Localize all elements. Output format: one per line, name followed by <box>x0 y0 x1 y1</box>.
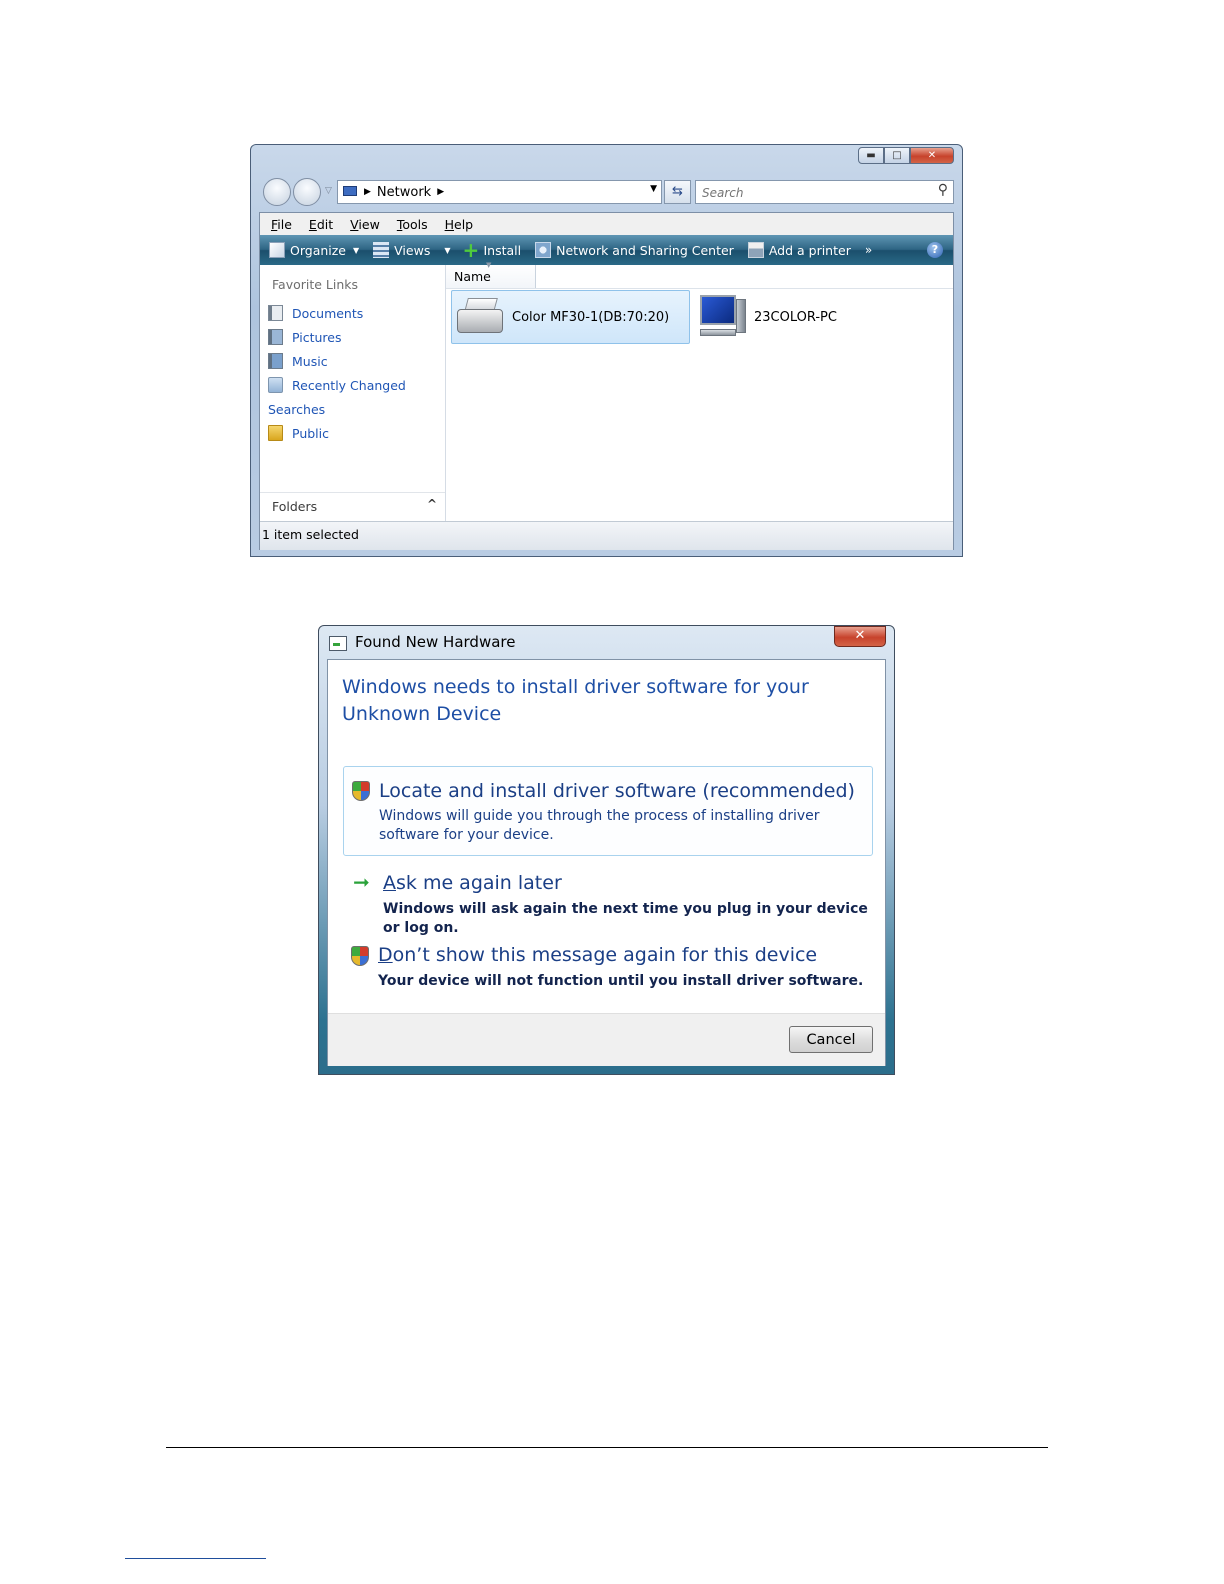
more-commands-icon[interactable]: » <box>864 243 873 257</box>
page-divider <box>166 1447 1048 1448</box>
favorite-link-documents[interactable] <box>268 301 406 325</box>
recent-pages-dropdown-icon[interactable]: ▽ <box>325 186 332 196</box>
dialog-heading: Windows needs to install driver software for your Unknown Device <box>342 676 809 725</box>
install-label: Install <box>483 242 522 258</box>
option-title <box>378 944 817 966</box>
option-title: Locate and install driver software (recommended) <box>379 780 855 802</box>
minimize-icon[interactable]: ▬ <box>858 147 884 164</box>
documents-icon <box>268 305 283 321</box>
option-title-accelerator: A <box>383 872 396 894</box>
network-item-computer[interactable] <box>696 290 866 344</box>
favorite-link-label: Searches <box>268 401 326 417</box>
network-sharing-center-button[interactable] <box>535 242 734 258</box>
explorer-body <box>259 212 954 550</box>
network-item-label: 23COLOR-PC <box>754 309 837 325</box>
add-printer-label: Add a printer <box>768 242 851 258</box>
option-ask-later[interactable] <box>343 860 873 936</box>
folders-toggle[interactable] <box>260 492 445 521</box>
network-center-icon <box>535 242 551 258</box>
option-description: Windows will ask again the next time you plug in your device or log on. <box>383 901 868 936</box>
command-bar <box>260 235 953 265</box>
address-bar[interactable] <box>337 180 662 204</box>
option-title-accelerator: D <box>378 944 393 966</box>
organize-icon <box>269 242 285 258</box>
menu-bar <box>260 213 953 236</box>
pictures-icon <box>268 329 283 345</box>
column-header-label: Name <box>454 269 491 284</box>
back-button[interactable] <box>263 178 291 206</box>
sort-indicator-icon: ▼ <box>486 261 492 269</box>
favorite-link-label: Recently Changed <box>292 377 406 393</box>
chevron-down-icon: ▼ <box>353 245 360 255</box>
organize-button[interactable] <box>269 242 359 258</box>
menu-file[interactable]: File <box>271 216 292 232</box>
shield-icon <box>351 946 369 966</box>
found-new-hardware-dialog <box>318 625 895 1075</box>
chevron-down-icon: ▼ <box>444 245 451 255</box>
favorite-link-music[interactable] <box>268 349 406 373</box>
favorite-link-pictures[interactable] <box>268 325 406 349</box>
favorite-link-label: Pictures <box>292 329 342 345</box>
favorite-links-list <box>268 301 406 445</box>
option-title-text: on’t show this message again for this device <box>392 944 818 966</box>
favorite-link-public[interactable] <box>268 421 406 445</box>
printer-icon <box>454 295 506 339</box>
address-dropdown-icon[interactable]: ▼ <box>650 184 657 194</box>
menu-tools[interactable]: Tools <box>396 216 428 232</box>
green-arrow-icon: ➞ <box>353 870 370 894</box>
forward-button[interactable] <box>293 178 321 206</box>
option-dont-show[interactable] <box>343 932 873 996</box>
views-label: Views <box>394 242 431 258</box>
dialog-body <box>327 659 886 1066</box>
search-input[interactable] <box>700 182 924 204</box>
recently-changed-icon <box>268 377 283 393</box>
status-bar <box>260 521 953 550</box>
favorite-link-label: Music <box>292 353 328 369</box>
option-description: Windows will guide you through the process of installing driver software for your device. <box>379 808 820 843</box>
views-button[interactable] <box>373 242 450 258</box>
dialog-title: Found New Hardware <box>355 633 516 651</box>
music-icon <box>268 353 283 369</box>
footnote-rule <box>125 1558 266 1559</box>
menu-edit[interactable]: Edit <box>308 216 334 232</box>
column-header-name[interactable] <box>446 261 536 289</box>
maximize-icon[interactable]: □ <box>884 147 910 164</box>
menu-help[interactable]: Help <box>444 216 474 232</box>
search-icon[interactable]: ⚲ <box>937 182 948 198</box>
folders-label: Folders <box>272 499 318 514</box>
option-title <box>383 872 562 894</box>
breadcrumb-arrow-icon[interactable]: ▶ <box>437 187 445 197</box>
favorite-link-recently-changed[interactable] <box>268 373 406 397</box>
file-list <box>446 261 953 521</box>
option-title-text: sk me again later <box>396 872 562 894</box>
favorite-link-label: Public <box>292 425 329 441</box>
computer-icon <box>696 293 750 341</box>
install-button[interactable] <box>463 242 522 258</box>
favorite-link-label: Documents <box>292 305 364 321</box>
window-controls <box>858 147 954 164</box>
option-locate-install[interactable] <box>343 766 873 856</box>
help-icon[interactable]: ? <box>927 242 943 258</box>
dialog-footer <box>328 1013 885 1066</box>
search-box <box>695 180 954 204</box>
install-icon <box>463 242 479 258</box>
network-icon <box>342 184 358 200</box>
close-icon[interactable]: ✕ <box>910 147 954 164</box>
breadcrumb-network[interactable]: Network <box>376 184 432 200</box>
navigation-pane <box>260 265 446 521</box>
network-item-printer[interactable] <box>451 290 690 344</box>
column-header-empty <box>535 265 953 289</box>
explorer-window <box>250 144 963 557</box>
views-icon <box>373 242 389 258</box>
favorite-link-searches[interactable] <box>268 397 406 421</box>
public-folder-icon <box>268 425 283 441</box>
navigation-bar <box>261 177 954 207</box>
close-icon[interactable]: ✕ <box>834 626 886 647</box>
chevron-up-icon: ^ <box>426 497 437 511</box>
option-description: Your device will not function until you install driver software. <box>378 973 864 989</box>
shield-icon <box>352 781 370 801</box>
menu-view[interactable]: View <box>350 216 380 232</box>
add-printer-icon <box>748 242 764 258</box>
refresh-button[interactable]: ⇆ <box>664 180 691 204</box>
network-item-label: Color MF30-1(DB:70:20) <box>512 309 670 325</box>
favorite-links-title: Favorite Links <box>272 277 359 292</box>
add-printer-button[interactable] <box>748 242 851 258</box>
status-text: 1 item selected <box>262 527 359 542</box>
hardware-icon <box>329 636 347 651</box>
cancel-button[interactable]: Cancel <box>789 1026 873 1053</box>
breadcrumb-arrow-icon[interactable]: ▶ <box>364 187 371 197</box>
network-sharing-center-label: Network and Sharing Center <box>556 242 734 258</box>
organize-label: Organize <box>290 242 346 258</box>
